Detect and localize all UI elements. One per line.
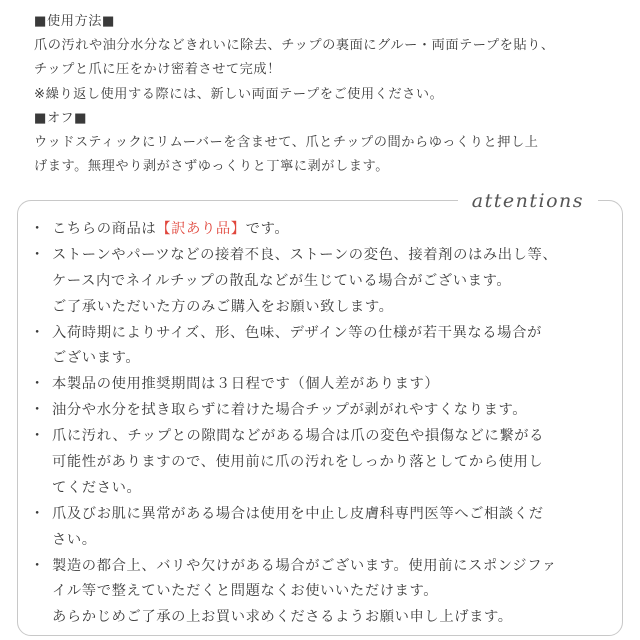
off-heading — [34, 107, 624, 131]
square-marker-icon: ■ — [34, 14, 48, 29]
bullet-dot-icon: ・ — [30, 557, 45, 574]
list-item-line: ございます。 — [52, 350, 141, 367]
list-item-line: 可能性がありますので、使用前に爪の汚れをしっかり落としてから使用し — [52, 454, 544, 471]
list-item — [30, 398, 620, 424]
list-item-line — [30, 372, 620, 398]
item-text: 油分や水分を拭き取らずに着けた場合チップが剥がれやすくなります。 — [52, 402, 528, 419]
list-item-line: ケース内でネイルチップの散乱などが生じている場合がございます。 — [52, 272, 512, 289]
item-text: こちらの商品は — [52, 221, 157, 237]
off-line: げます。無理やり剥がさずゆっくりと丁寧に剥がします。 — [34, 159, 389, 175]
item-text: 爪及びお肌に異常がある場合は使用を中止し皮膚科専門医等へご相談くだ — [52, 505, 544, 522]
bullet-dot-icon: ・ — [30, 221, 45, 237]
list-item — [30, 502, 620, 554]
list-item-line — [30, 398, 620, 424]
list-item-line: てください。 — [52, 479, 142, 496]
attentions-title: attentions — [471, 190, 584, 212]
usage-line: チップと爪に圧をかけ密着させて完成！ — [34, 62, 281, 78]
bullet-dot-icon: ・ — [30, 376, 45, 393]
bullet-dot-icon: ・ — [30, 246, 45, 263]
list-item-line — [30, 321, 620, 347]
off-heading-text: オフ — [47, 110, 75, 126]
attentions-list — [30, 217, 620, 631]
list-item-line — [30, 554, 620, 580]
list-item-line — [30, 424, 620, 450]
list-item — [30, 372, 620, 398]
item-text: 入荷時期によりサイズ、形、色味、デザイン等の仕様が若干異なる場合が — [52, 324, 542, 341]
usage-line: 爪の汚れや油分水分などきれいに除去、チップの裏面にグルー・両面テープを貼り、 — [34, 38, 555, 54]
list-item — [30, 243, 620, 321]
bullet-dot-icon: ・ — [30, 505, 45, 522]
list-item — [30, 217, 620, 243]
list-item — [30, 321, 620, 373]
list-item — [30, 554, 620, 632]
item-text: です。 — [245, 221, 290, 237]
list-item-line: ご了承いただいた方のみご購入をお願い致します。 — [52, 298, 394, 315]
attentions-title-wrap — [458, 186, 598, 216]
list-item-line: さい。 — [52, 531, 97, 548]
list-item-line — [30, 243, 620, 269]
list-item — [30, 424, 620, 502]
bullet-dot-icon: ・ — [30, 324, 45, 341]
usage-heading-text: 使用方法 — [47, 14, 102, 29]
item-text: ストーンやパーツなどの接着不良、ストーンの変色、接着剤のはみ出し等、 — [52, 246, 558, 263]
usage-section — [34, 10, 624, 179]
outlet-item-highlight: 【訳あり品】 — [156, 221, 246, 237]
usage-note: ※繰り返し使用する際には、新しい両面テープをご使用ください。 — [34, 86, 444, 102]
item-text: 本製品の使用推奨期間は３日程です（個人差があります） — [52, 376, 440, 393]
list-item-line — [30, 217, 620, 243]
item-text: 爪に汚れ、チップとの隙間などがある場合は爪の変色や損傷などに繋がる — [52, 428, 545, 445]
list-item-line: あらかじめご了承の上お買い求めくださるようお願い申し上げます。 — [52, 609, 513, 626]
usage-heading — [34, 10, 624, 34]
off-line: ウッドスティックにリムーバーを含ませて、爪とチップの間からゆっくりと押し上 — [34, 134, 539, 150]
bullet-dot-icon: ・ — [30, 402, 45, 419]
square-marker-icon: ■ — [101, 14, 115, 29]
square-marker-icon: ■ — [74, 110, 88, 126]
list-item-line — [30, 502, 620, 528]
list-item-line: イル等で整えていただくと問題なくお使いいただけます。 — [52, 583, 439, 600]
square-marker-icon: ■ — [34, 110, 48, 126]
bullet-dot-icon: ・ — [30, 428, 45, 445]
item-text: 製造の都合上、バリや欠けがある場合がございます。使用前にスポンジファ — [52, 557, 557, 574]
